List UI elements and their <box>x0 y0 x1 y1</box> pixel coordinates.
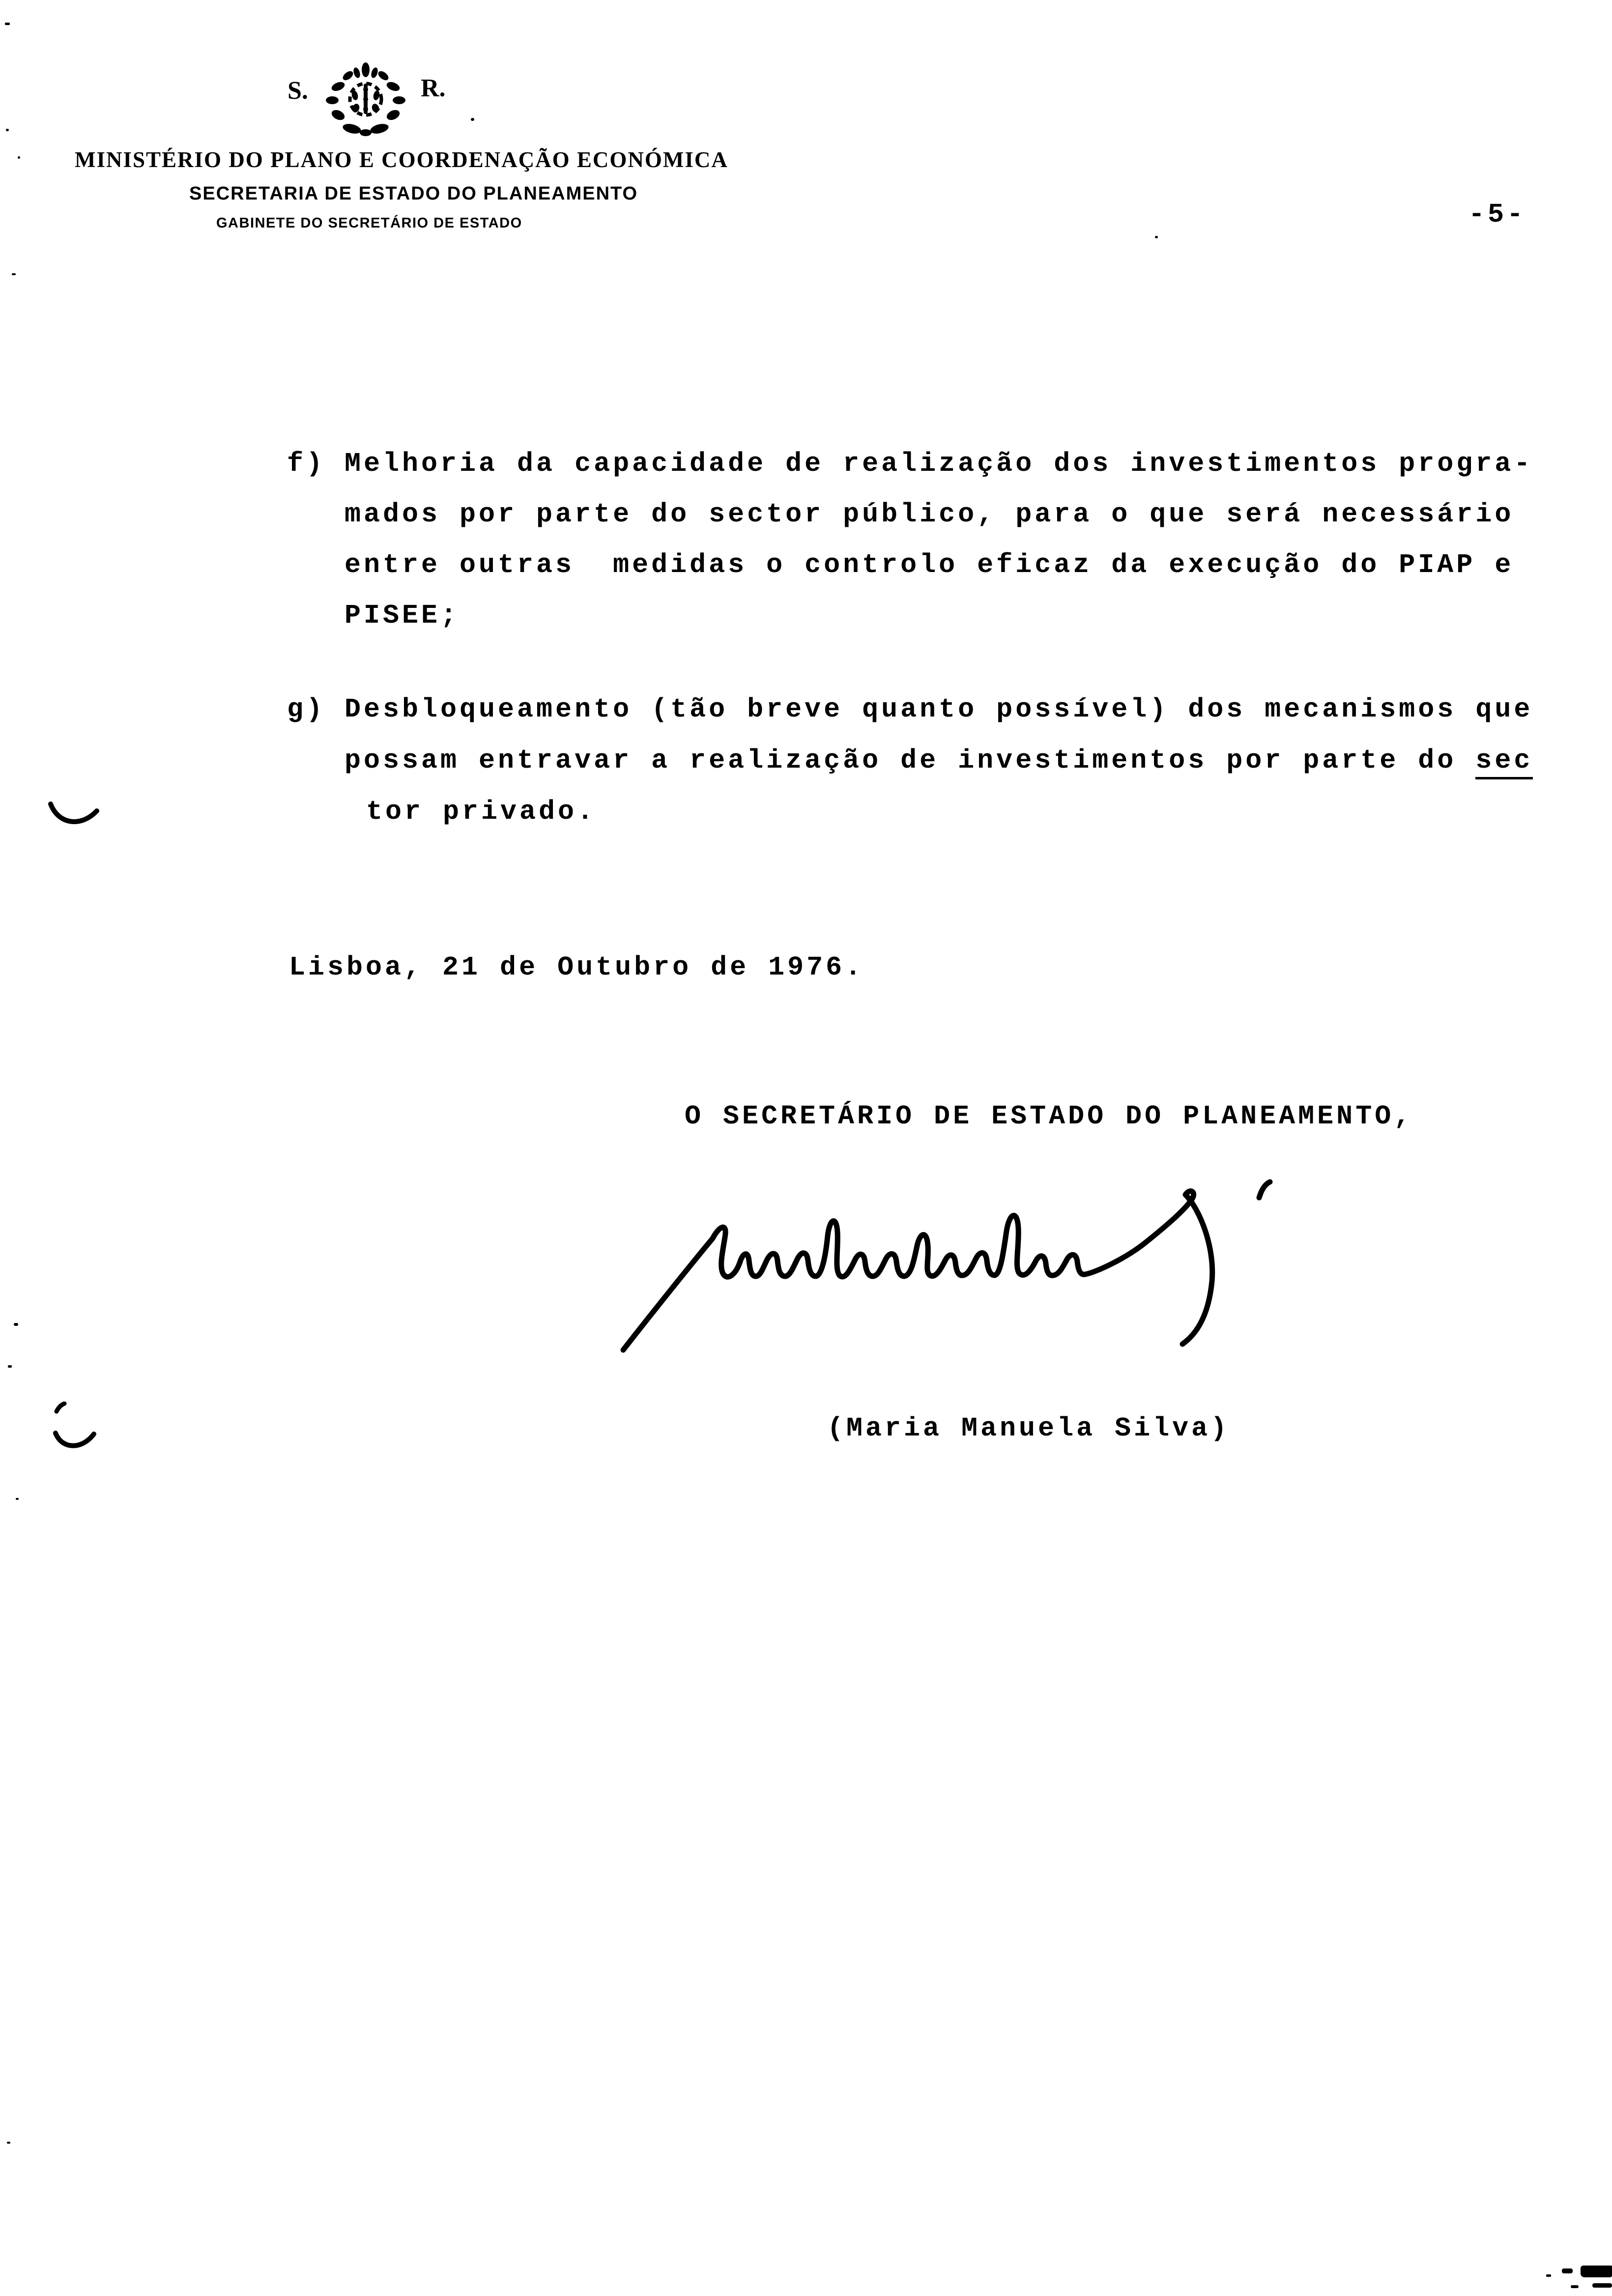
page-number: -5- <box>1468 199 1526 230</box>
scan-noise <box>1155 236 1158 238</box>
scan-noise <box>7 2142 10 2144</box>
letterhead-secretariat-line: SECRETARIA DE ESTADO DO PLANEAMENTO <box>189 183 638 204</box>
handwritten-curve-mark-with-tick-icon <box>51 1402 100 1453</box>
signoff-name: (Maria Manuela Silva) <box>827 1413 1230 1444</box>
signoff-title: O SECRETÁRIO DE ESTADO DO PLANEAMENTO, <box>685 1101 1413 1132</box>
letterhead-ministry-line: MINISTÉRIO DO PLANO E COORDENAÇÃO ECONÓMICA <box>75 147 728 172</box>
scan-noise <box>16 1498 19 1500</box>
paragraph-f-line-3: entre outras medidas o controlo eficaz da execução do PIAP e <box>345 549 1514 580</box>
paragraph-f-line-2: mados por parte do sector público, para o que será necessário <box>345 499 1514 530</box>
paragraph-g-line-2-text: possam entravar a realização de investimentos por parte do <box>345 745 1476 776</box>
dateline: Lisboa, 21 de Outubro de 1976. <box>289 952 864 983</box>
paragraph-g-line-3: tor privado. <box>366 796 597 827</box>
scan-noise <box>1546 2274 1551 2277</box>
paragraph-g-label: g) <box>287 694 326 725</box>
national-emblem-icon <box>318 61 413 138</box>
paragraph-g-line-2 <box>345 745 1533 776</box>
letterhead-initial-s: S. <box>288 77 308 105</box>
scan-noise <box>5 23 10 25</box>
scan-noise <box>1581 2266 1612 2277</box>
scan-noise <box>1562 2268 1573 2273</box>
letterhead-office-line: GABINETE DO SECRETÁRIO DE ESTADO <box>216 215 522 231</box>
letterhead-initial-r: R. <box>421 74 446 102</box>
scan-noise <box>1592 2283 1612 2288</box>
scan-noise <box>471 118 474 121</box>
paragraph-f-label: f) <box>287 448 326 479</box>
hyphenated-word-fragment: sec <box>1475 745 1533 779</box>
scan-noise <box>8 1365 12 1368</box>
paragraph-g-line-1: Desbloqueamento (tão breve quanto possível) dos mecanismos que <box>345 694 1533 725</box>
scan-noise <box>14 1323 18 1326</box>
scan-noise <box>6 129 9 131</box>
scan-noise <box>18 156 20 159</box>
handwritten-curve-mark-icon <box>47 800 101 831</box>
scan-noise <box>1571 2285 1579 2288</box>
paragraph-f-line-1: Melhoria da capacidade de realização dos investimentos progra- <box>345 448 1533 479</box>
scan-noise <box>12 273 16 275</box>
handwritten-signature-icon <box>595 1177 1312 1364</box>
paragraph-f-line-4: PISEE; <box>345 600 460 631</box>
